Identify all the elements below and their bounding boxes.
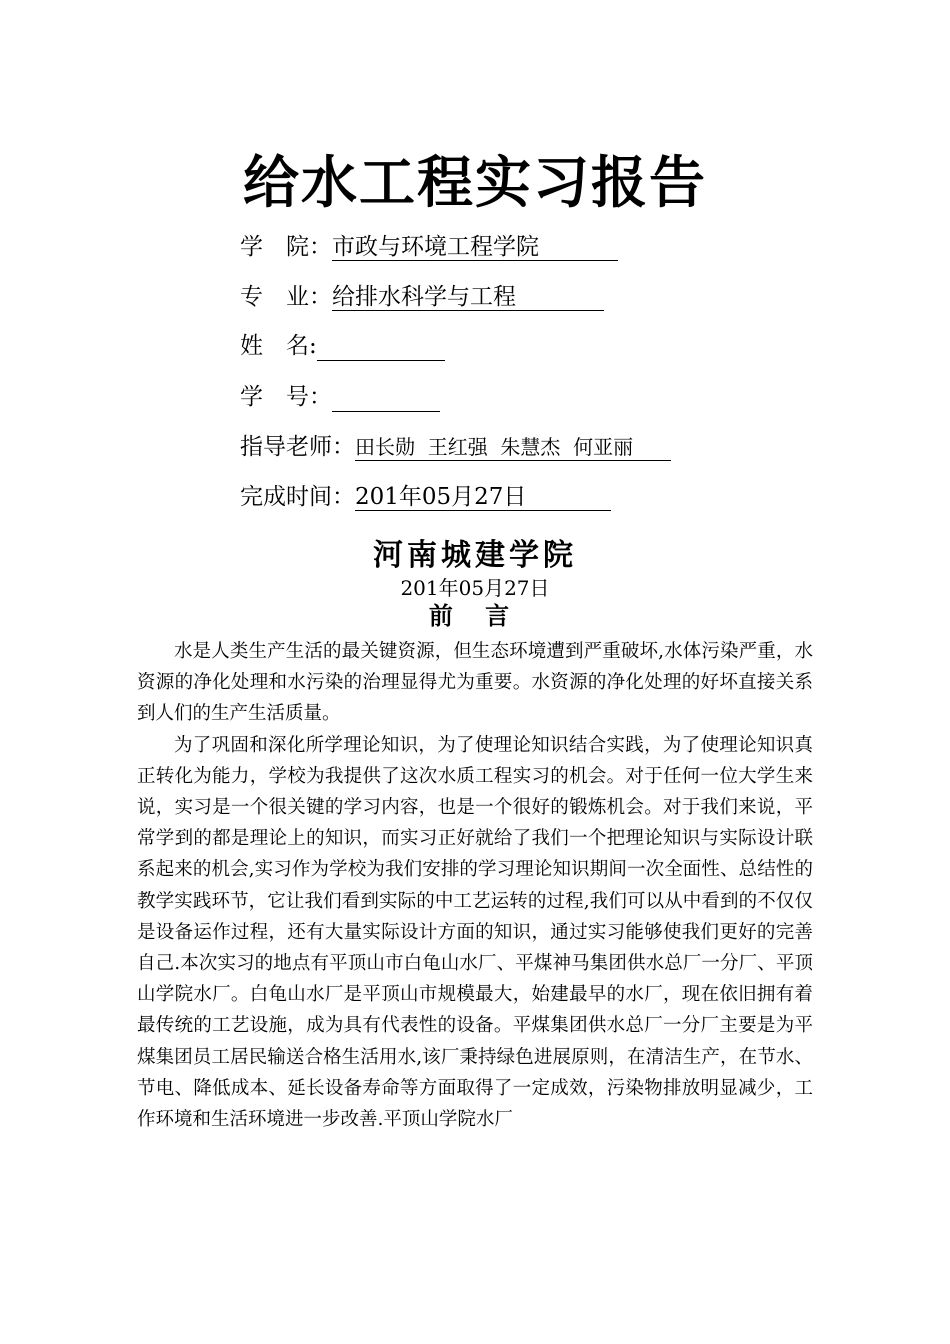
field-advisors <box>240 432 671 462</box>
field-advisors-value: 田长勋 王红强 朱慧杰 何亚丽 <box>355 434 671 461</box>
field-student-id <box>240 382 440 412</box>
field-student-id-label: 学 号： <box>240 384 332 410</box>
school-name: 河南城建学院 <box>373 538 577 573</box>
field-name-label: 姓 名: <box>240 333 317 359</box>
report-date: 201年05月27日 <box>400 576 550 600</box>
paragraph-1: 水是人类生产生活的最关键资源，但生态环境遭到严重破坏,水体污染严重，水资源的净化处理和水污染的治理显得尤为重要。水资源的净化处理的好坏直接关系到人们的生产生活质量。 <box>137 641 813 725</box>
field-advisors-label: 指导老师： <box>240 434 355 460</box>
field-major-label: 专 业： <box>240 284 332 310</box>
field-completion-date-label: 完成时间： <box>240 484 355 510</box>
field-college-label: 学 院： <box>240 234 332 260</box>
field-student-id-value <box>332 385 440 412</box>
field-completion-date <box>240 482 611 512</box>
paragraph-2: 为了巩固和深化所学理论知识，为了使理论知识结合实践，为了使理论知识真正转化为能力，学校为我提供了这次水质工程实习的机会。对于任何一位大学生来说，实习是一个很关键的学习内容，也是一个很好的锻炼机会。对于我们来说，平常学到的都是理论上的知识，而实习正好就给了我们一个把理论知识与实际设计联系起来的机会,实习作为学校为我们安排的学习理论知识期间一次全面性、总结性的教学实践环节，它让我们看到实际的中工艺运转的过程,我们可以从中看到的不仅仅是设备运作过程，还有大量实际设计方面的知识，通过实习能够使我们更好的完善自己.本次实习的地点有平顶山市白龟山水厂、平煤神马集团供水总厂一分厂、平顶山学院水厂。白龟山水厂是平顶山市规模最大，始建最早的水厂，现在依旧拥有着最传统的工艺设施，成为具有代表性的设备。平煤集团供水总厂一分厂主要是为平煤集团员工居民输送合格生活用水,该厂秉持绿色进展原则，在清洁生产，在节水、节电、降低成本、延长设备寿命等方面取得了一定成效，污染物排放明显减少，工作环境和生活环境进一步改善.平顶山学院水厂 <box>137 734 813 1131</box>
report-title: 给水工程实习报告 <box>243 150 707 216</box>
field-major-value: 给排水科学与工程 <box>332 284 604 311</box>
preface-body <box>137 636 813 1135</box>
field-completion-date-value: 201年05月27日 <box>355 484 611 511</box>
field-college-value: 市政与环境工程学院 <box>332 234 618 261</box>
field-major <box>240 282 604 312</box>
field-name <box>240 331 445 361</box>
preface-heading: 前 言 <box>428 601 522 630</box>
field-college <box>240 232 618 262</box>
field-name-value <box>317 334 445 361</box>
